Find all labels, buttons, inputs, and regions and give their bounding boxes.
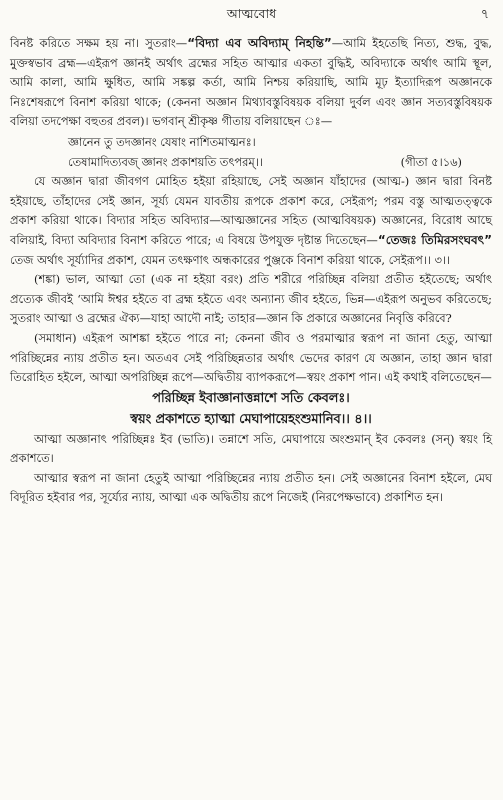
gita-line-1: [68, 133, 492, 153]
paragraph-meaning: আত্মার স্বরূপ না জানা হেতুই আত্মা পরিচ্ছিন্নের ন্যায় প্রতীত হন। সেই অজ্ঞানের বিনাশ হইলে, মেঘ বিদূরিত হইবার পর, সূর্য্যের ন্যায়, আত্মা এক অদ্বিতীয় রূপে নিজেই (নিরপেক্ষভাবে) প্রকাশিত হন।: [10, 470, 492, 505]
gita-quote: [10, 133, 492, 172]
gita-line-1-text: জ্ঞানেন তু তদজ্ঞানং যেষাং নাশিতমাত্মনঃ।: [68, 134, 256, 149]
running-title: আত্মবোধ: [226, 6, 277, 21]
verse-4: [10, 388, 492, 430]
paragraph-objection: (শঙ্কা) ভাল, আত্মা তো (এক না হইয়া বরং) প্রতি শরীরে পরিচ্ছিন্ন বলিয়া প্রতীত হইতেছে; অর্থাৎ প্রত্যেক জীবই ‘আমি ঈশ্বর হইতে বা ব্রহ্ম হইতে এবং অন্যান্য জীব হইতে, ভিন্ন—এইরূপ অনুভব করিতেছে; সুতরাং আত্মা ও ব্রহ্মের ঐক্য—যাহা আদৌ নাই; তাহার—জ্ঞান কি প্রকারে অজ্ঞানের নিবৃত্তি করিবে?: [10, 272, 492, 326]
page-body: [10, 34, 492, 508]
gita-line-2-text: তেষামাদিত্যবজ্ জ্ঞানং প্রকাশয়তি তৎপরম্।।: [68, 154, 263, 169]
sanskrit-quote: “বিদ্যা এব অবিদ্যাম্ নিহন্তি”: [187, 36, 332, 50]
verse-line-2: স্বয়ং প্রকাশতে হ্যাত্মা মেঘাপায়েহংশুমানিব।। ৪।।: [130, 411, 372, 427]
paragraph-anvaya: আত্মা অজ্ঞানাৎ পরিচ্ছিন্নঃ ইব (ভাতি)। তন্নাশে সতি, মেঘাপায়ে অংশুমান্ ইব কেবলঃ (সন্) স্বয়ং হি প্রকাশতে।: [10, 431, 492, 466]
verse-line-1: পরিচ্ছিন্ন ইবাজ্ঞানাত্তন্নাশে সতি কেবলঃ।: [152, 390, 350, 406]
analogy-quote: “তেজঃ তিমিরসংঘবৎ”: [377, 232, 492, 247]
paragraph-2-lead: যে অজ্ঞান দ্বারা জীবগণ মোহিত হইয়া রহিয়াছে, সেই অজ্ঞান যাঁহাদের (আত্ম-) জ্ঞান দ্বারা বিনষ্ট হইয়াছে, তাঁহাদের সেই জ্ঞান, সূর্য্য যেমন যাবতীয় রূপকে প্রকাশ করে, সেইরূপ; পরম বস্তু আত্মতত্ত্বকে প্রকাশ করিয়া থাকে। বিদ্যার সহিত অবিদ্যার—আত্মজ্ঞানের সহিত (আত্মবিষয়ক) অজ্ঞানের, বিরোধ আছে বলিয়াই, বিদ্যা অবিদ্যার বিনাশ করিতে পারে; এ বিষয়ে উপযুক্ত দৃষ্টান্ত দিতেছেন—: [10, 174, 492, 247]
page-number: ৭: [480, 6, 489, 21]
gita-line-2: [68, 153, 492, 173]
paragraph-1: [10, 34, 492, 132]
paragraph-1-text: —আমি ইহতেছি নিত্য, শুদ্ধ, বুদ্ধ, মুক্তস্বভাব ব্রহ্ম—এইরূপ জ্ঞানই অর্থাৎ ব্রহ্মের সহিত আত্মার একতা বুদ্ধিই, অবিদ্যাকে অর্থাৎ আমি স্থূল, আমি কালা, আমি ক্ষুধিত, আমি সঙ্কল্প কর্তা, আমি নিশ্চয় করিয়াছি, আমি মূঢ় ইত্যাদিরূপ অজ্ঞানকে নিঃশেষরূপে বিনাশ করিয়া থাকে; (কেননা অজ্ঞান মিথ্যাবস্তুবিষয়ক বলিয়া দুর্বল এবং জ্ঞান সত্যবস্তুবিষয়ক বলিয়া তদপেক্ষা বহুতর প্রবল)। ভগবান্ শ্রীকৃষ্ণ গীতায় বলিয়াছেন ঃ—: [10, 36, 493, 129]
paragraph-1-lead: বিনষ্ট করিতে সক্ষম হয় না। সুতরাং—: [10, 36, 188, 50]
paragraph-2: [10, 172, 492, 270]
paragraph-2-text: তেজ অর্থাৎ সূর্য্যাদির প্রকাশ, যেমন তৎক্ষণাৎ অন্ধকারের পুঞ্জকে বিনাশ করিয়া থাকে, সেইরূপ।। ৩।।: [10, 252, 451, 267]
gita-reference: (গীতা ৫।১৬): [400, 154, 462, 169]
page-header: [0, 6, 503, 28]
paragraph-resolution: (সমাধান) এইরূপ আশঙ্কা হইতে পারে না; কেননা জীব ও পরমাত্মার স্বরূপ না জানা হেতু, আত্মা পরিচ্ছিন্নের ন্যায় প্রতীত হন। অতএব সেই পরিচ্ছিন্নতার অর্থাৎ ভেদের কারণ যে অজ্ঞান, তাহা জ্ঞান দ্বারা তিরোহিত হইলে, আত্মা অপরিচ্ছিন্ন রূপে—অদ্বিতীয় ব্যাপকরূপে—স্বয়ং প্রকাশ পান। এই কথাই বলিতেছেন—: [10, 330, 492, 385]
